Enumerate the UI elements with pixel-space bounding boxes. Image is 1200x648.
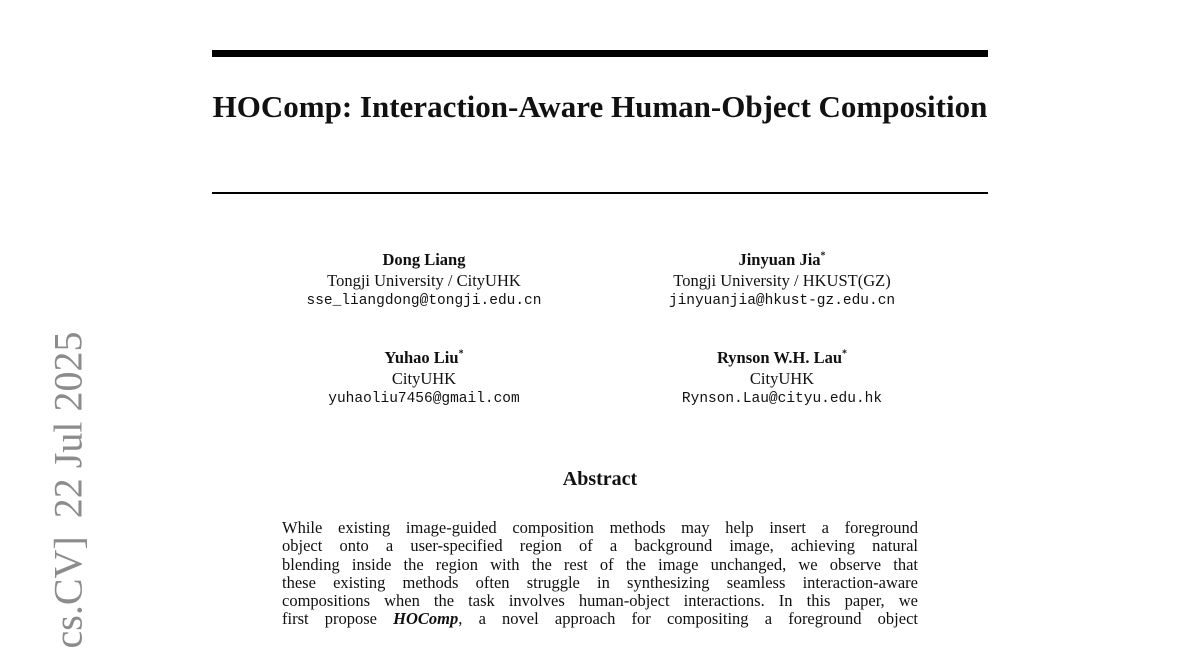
author-block — [592, 249, 972, 312]
author-email[interactable]: Rynson.Lau@cityu.edu.hk — [681, 391, 883, 407]
author-email[interactable]: jinyuanjia@hkust-gz.edu.cn — [668, 293, 896, 309]
title-rule — [212, 192, 988, 194]
author-name: Dong Liang — [382, 250, 466, 269]
top-rule — [212, 50, 988, 57]
corresponding-author-mark: * — [458, 348, 464, 360]
author-block — [234, 347, 614, 410]
author-email[interactable]: yuhaoliu7456@gmail.com — [328, 391, 520, 407]
arxiv-category: cs.CV] — [45, 536, 91, 648]
abstract-heading: Abstract — [562, 468, 638, 490]
corresponding-author-mark: * — [820, 250, 826, 262]
abstract-line: While existing image-guided composition methods may help insert a foreground — [282, 518, 918, 537]
author-affiliation: Tongji University / HKUST(GZ) — [673, 271, 891, 290]
author-email[interactable]: sse_liangdong@tongji.edu.cn — [306, 293, 542, 309]
abstract-line: blending inside the region with the rest of the image unchanged, we observe that — [282, 554, 918, 574]
abstract-body — [282, 519, 918, 629]
arxiv-date: 22 Jul 2025 — [45, 331, 91, 519]
abstract-line: compositions when the task involves human-object interactions. In this paper, we — [282, 591, 918, 611]
author-block — [234, 249, 614, 312]
author-affiliation: Tongji University / CityUHK — [327, 271, 521, 290]
abstract-line: these existing methods often struggle in synthesizing seamless interaction-aware — [282, 572, 918, 592]
paper-title: HOComp: Interaction-Aware Human-Object Composition — [212, 89, 988, 124]
author-name: Yuhao Liu* — [384, 348, 464, 367]
corresponding-author-mark: * — [842, 348, 848, 360]
method-name: HOComp — [393, 609, 459, 629]
author-name: Rynson W.H. Lau* — [716, 348, 848, 367]
abstract-line: first propose HOComp, a novel approach for compositing a foreground object — [282, 609, 918, 629]
arxiv-stamp — [45, 332, 92, 648]
author-block — [592, 347, 972, 410]
author-affiliation: CityUHK — [749, 369, 815, 388]
author-affiliation: CityUHK — [391, 369, 457, 388]
author-name: Jinyuan Jia* — [738, 250, 826, 269]
abstract-line: object onto a user-specified region of a background image, achieving natural — [282, 536, 918, 556]
